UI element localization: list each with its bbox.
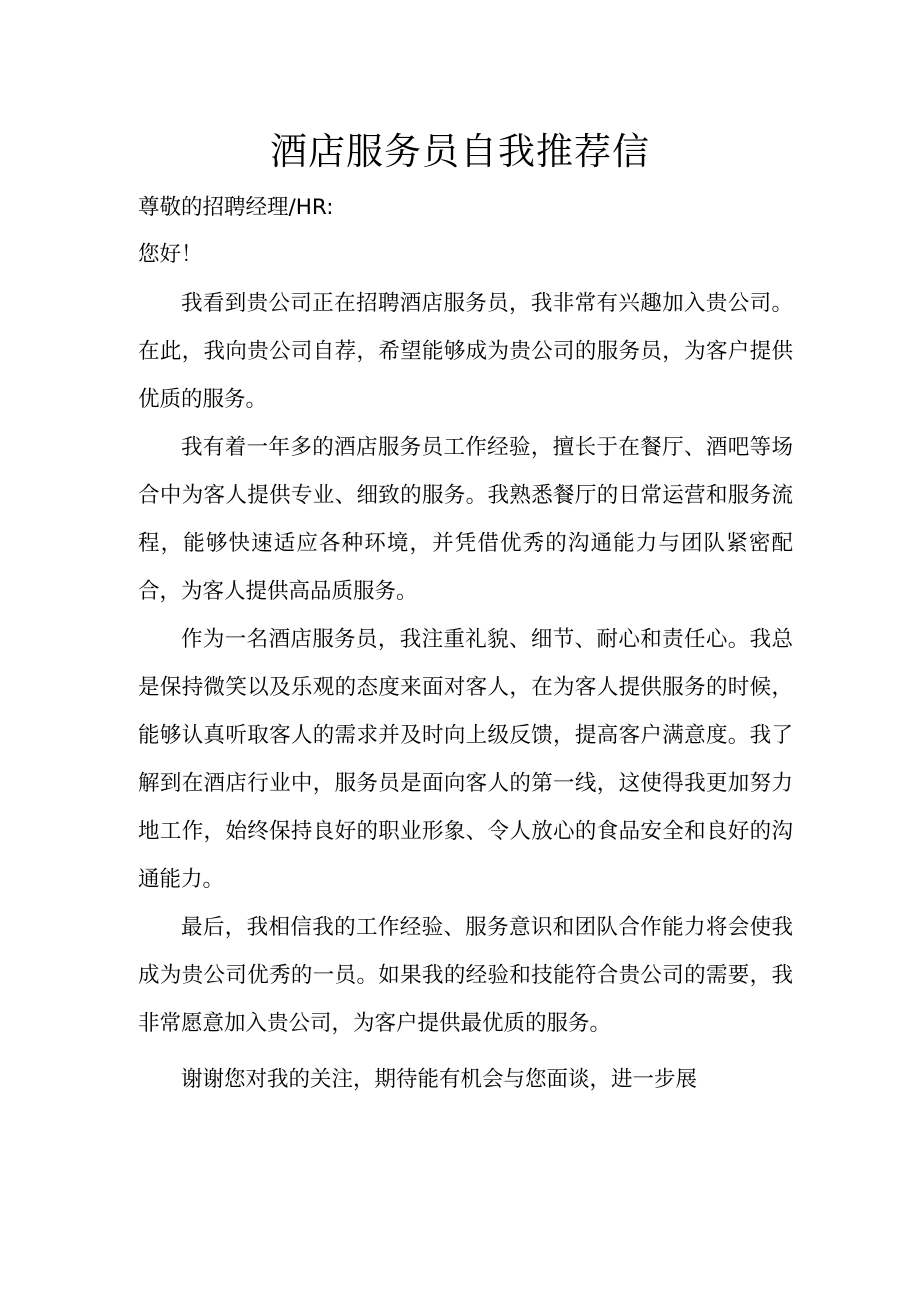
paragraph-closing: 谢谢您对我的关注，期待能有机会与您面谈，进一步展 <box>181 1067 698 1092</box>
document-title: 酒店服务员自我推荐信 <box>270 130 650 173</box>
paragraph-experience: 我有着一年多的酒店服务员工作经验，擅长于在餐厅、酒吧等场合中为客人提供专业、细致的服务。我熟悉餐厅的日常运营和服务流程，能够快速适应各种环境，并凭借优秀的沟通能力与团队紧密配合，为客人提供高品质服务。 <box>138 435 793 604</box>
greeting-line: 您好！ <box>138 242 203 267</box>
paragraph-conclusion: 最后，我相信我的工作经验、服务意识和团队合作能力将会使我成为贵公司优秀的一员。如果我的经验和技能符合贵公司的需要，我非常愿意加入贵公司，为客户提供最优质的服务。 <box>138 915 793 1036</box>
paragraph-qualities: 作为一名酒店服务员，我注重礼貌、细节、耐心和责任心。我总是保持微笑以及乐观的态度来面对客人，在为客人提供服务的时候，能够认真听取客人的需求并及时向上级反馈，提高客户满意度。我了解到在酒店行业中，服务员是面向客人的第一线，这使得我更加努力地工作，始终保持良好的职业形象、令人放心的食品安全和良好的沟通能力。 <box>138 627 793 892</box>
paragraph-intro: 我看到贵公司正在招聘酒店服务员，我非常有兴趣加入贵公司。在此，我向贵公司自荐，希望能够成为贵公司的服务员，为客户提供优质的服务。 <box>138 291 793 412</box>
salutation-line: 尊敬的招聘经理/HR: <box>138 195 334 220</box>
